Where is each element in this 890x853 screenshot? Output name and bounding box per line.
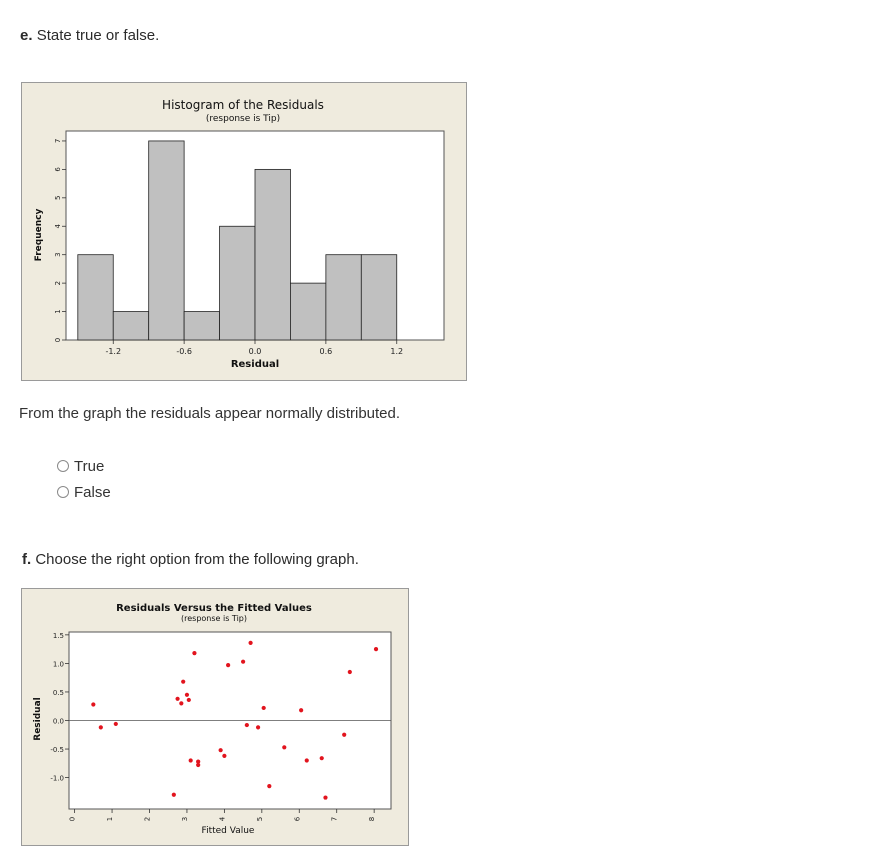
scatter-point	[187, 698, 191, 702]
radio-true[interactable]	[57, 460, 69, 472]
scatter-point	[323, 795, 327, 799]
radio-false[interactable]	[57, 486, 69, 498]
histogram-ytick-label: 0	[54, 337, 62, 343]
scatter-point	[241, 660, 245, 664]
scatter-subtitle: (response is Tip)	[181, 614, 247, 623]
scatter-point	[299, 708, 303, 712]
histogram-bar	[220, 226, 255, 340]
scatter-ytick-label: 1.5	[52, 631, 64, 640]
scatter-xtick-label: 1	[106, 816, 115, 822]
part-f-heading	[22, 551, 359, 568]
scatter-xtick-label: 2	[143, 816, 152, 822]
part-f-prompt: Choose the right option from the following graph.	[35, 551, 359, 568]
scatter-point	[179, 701, 183, 705]
scatter-title: Residuals Versus the Fitted Values	[116, 603, 312, 614]
histogram-ytick-label: 1	[54, 309, 62, 314]
scatter-ytick-label: 0.5	[52, 688, 64, 697]
scatter-point	[189, 758, 193, 762]
histogram-ytick-label: 5	[54, 195, 62, 201]
scatter-point	[320, 756, 324, 760]
scatter-xlabel: Fitted Value	[201, 826, 255, 836]
histogram-bar	[326, 255, 361, 340]
scatter-point	[192, 651, 196, 655]
histogram-bar	[113, 312, 148, 340]
histogram-chart	[22, 83, 466, 380]
histogram-ytick-label: 6	[54, 167, 62, 172]
histogram-xtick-label: 0.6	[319, 347, 333, 356]
scatter-point	[99, 725, 103, 729]
scatter-point	[181, 680, 185, 684]
histogram-bar	[184, 312, 219, 340]
histogram-ytick-label: 7	[54, 138, 62, 144]
scatter-xtick-label: 3	[180, 816, 189, 822]
scatter-point	[245, 723, 249, 727]
scatter-point	[222, 754, 226, 758]
histogram-bar	[78, 255, 113, 340]
histogram-subtitle: (response is Tip)	[205, 114, 281, 124]
scatter-xtick-label: 8	[368, 816, 377, 822]
scatter-xtick-label: 0	[68, 816, 77, 822]
scatter-point	[91, 702, 95, 706]
scatter-ytick-label: -0.5	[50, 746, 64, 755]
option-true-label: True	[74, 457, 105, 475]
scatter-point	[114, 722, 118, 726]
scatter-point	[256, 725, 260, 729]
scatter-point	[172, 793, 176, 797]
scatter-xtick-label: 4	[218, 816, 227, 822]
histogram-bar	[361, 255, 396, 340]
scatter-point	[262, 706, 266, 710]
histogram-bar	[255, 169, 290, 340]
scatter-point	[248, 641, 252, 645]
histogram-xtick-label: 1.2	[390, 347, 404, 356]
scatter-point	[374, 647, 378, 651]
scatter-point	[219, 748, 223, 752]
scatter-point	[196, 763, 200, 767]
histogram-bar	[149, 141, 184, 340]
scatter-point	[348, 670, 352, 674]
histogram-figure	[21, 82, 467, 381]
histogram-bar	[290, 283, 325, 340]
histogram-xtick-label: -0.6	[176, 347, 192, 356]
scatter-xtick-label: 5	[255, 816, 264, 822]
histogram-ytick-label: 2	[54, 280, 62, 286]
scatter-figure	[21, 588, 409, 846]
histogram-xtick-label: 0.0	[248, 347, 262, 356]
scatter-point	[342, 733, 346, 737]
scatter-ytick-label: -1.0	[50, 774, 64, 783]
histogram-xtick-label: -1.2	[105, 347, 122, 356]
histogram-ytick-label: 4	[54, 224, 62, 229]
scatter-point	[305, 758, 309, 762]
scatter-point	[282, 745, 286, 749]
part-f-letter: f.	[22, 551, 32, 568]
part-e-options	[57, 457, 111, 501]
option-false[interactable]	[57, 483, 111, 501]
scatter-point	[185, 693, 189, 697]
histogram-ytick-label: 3	[54, 252, 62, 257]
scatter-chart	[22, 589, 408, 845]
part-e-heading	[20, 27, 159, 44]
histogram-ylabel: Frequency	[34, 208, 44, 262]
scatter-xtick-label: 7	[330, 816, 339, 822]
scatter-ytick-label: 0.0	[52, 717, 64, 726]
histogram-xlabel: Residual	[230, 359, 280, 370]
part-e-letter: e.	[20, 27, 33, 44]
scatter-point	[175, 697, 179, 701]
scatter-ytick-label: 1.0	[52, 660, 64, 669]
part-e-statement: From the graph the residuals appear normally distributed.	[19, 405, 401, 422]
histogram-title: Histogram of the Residuals	[162, 98, 324, 112]
scatter-ylabel: Residual	[33, 697, 43, 741]
scatter-point	[226, 663, 230, 667]
part-e-prompt: State true or false.	[36, 27, 160, 44]
option-true[interactable]	[57, 457, 111, 475]
option-false-label: False	[74, 483, 111, 501]
scatter-xtick-label: 6	[293, 816, 302, 822]
scatter-point	[267, 784, 271, 788]
